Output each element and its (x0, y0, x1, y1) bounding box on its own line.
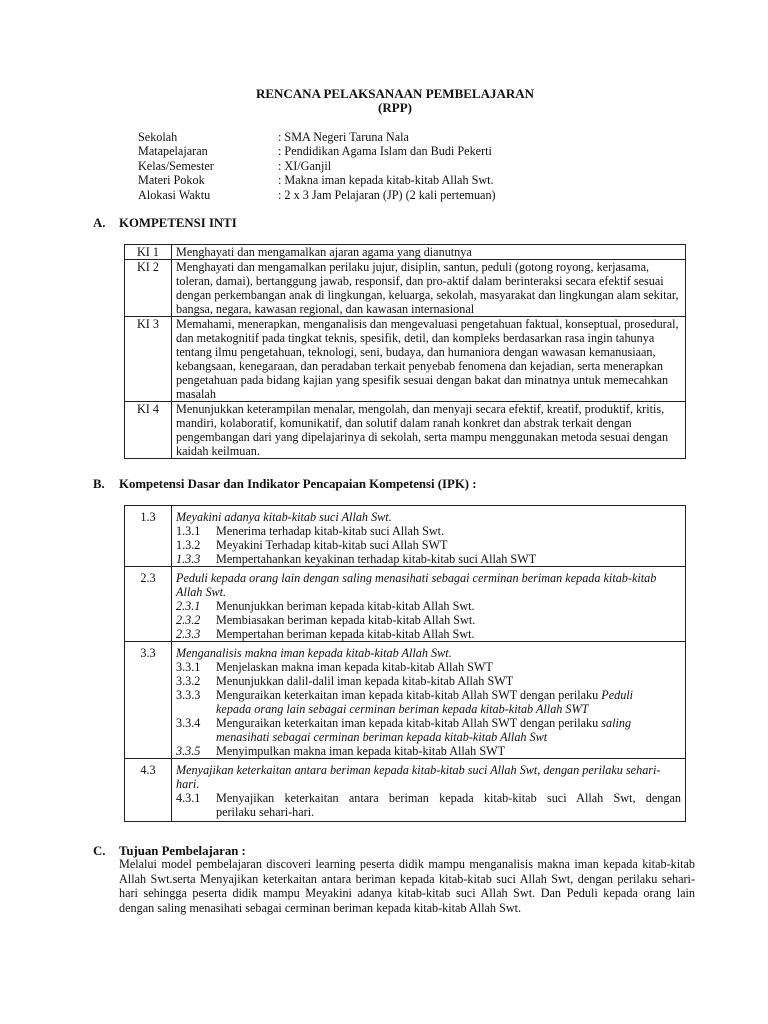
indicator-text-italic: saling (601, 716, 632, 730)
section-title: Kompetensi Dasar dan Indikator Pencapaian Kompetensi (IPK) : (119, 477, 477, 491)
document-subtitle: (RPP) (378, 100, 412, 115)
table-row (125, 402, 686, 459)
indicator-text: Menyajikan keterkaitan antara beriman kepada kitab-kitab suci Allah Swt, dengan (216, 791, 681, 805)
learning-objective-paragraph: Melalui model pembelajaran discoveri learning peserta didik mampu menganalisis makna iman kepada kitab-kitab Allah Swt.serta Menyajikan keterkaitan antara beriman kepada kitab-kitab suci Allah Swt, dengan perilaku sehari-hari sehingga peserta didik mampu Meyakini adanya kitab-kitab suci Allah Swt. Dan Peduli kepada orang lain dengan saling menasihati sebagai cerminan beriman kepada kitab-kitab Allah Swt. (119, 857, 695, 915)
indicator-number: 3.3.5 (176, 744, 201, 758)
indicator-number: 1.3.2 (176, 538, 201, 552)
basic-competence-table (124, 505, 686, 822)
indicator-number: 2.3.2 (176, 613, 201, 627)
indicator (176, 674, 681, 688)
section-b-heading (93, 477, 477, 491)
info-label: Alokasi Waktu (138, 187, 211, 202)
indicator-text: Mempertahan beriman kepada kitab-kitab Allah Swt. (216, 627, 475, 641)
kd-code: 3.3 (125, 642, 172, 759)
ki-text: Menunjukkan keterampilan menalar, mengolah, dan menyaji secara efektif, kreatif, produktif, kritis, mandiri, kolaboratif, komunikatif, dan solutif dalam ranah konkret dan abstrak terkait dengan pengembangan dari yang dipelajarinya di sekolah, serta mampu menggunakan metoda sesuai dengan kaidah keilmuan. (172, 402, 686, 459)
ki-text: Menghayati dan mengamalkan perilaku jujur, disiplin, santun, peduli (gotong royong, kerjasama, toleran, damai), bertanggung jawab, responsif, dan pro-aktif dalam berinteraksi secara efektif sesuai dengan perkembangan anak di lingkungan, keluarga, sekolah, masyarakat dan lingkungan alam sekitar, bangsa, negara, kawasan regional, dan kawasan internasional (172, 260, 686, 317)
indicator-continuation: kepada orang lain sebagai cerminan beriman kepada kitab-kitab Allah SWT (216, 702, 589, 716)
indicator-number: 3.3.4 (176, 716, 201, 730)
indicator-number: 1.3.1 (176, 524, 201, 538)
info-row-time (138, 188, 496, 202)
indicator-continuation: perilaku sehari-hari. (216, 805, 315, 819)
indicator (176, 627, 681, 641)
indicator-continuation: menasihati sebagai cerminan beriman kepada kitab-kitab Allah Swt (216, 730, 548, 744)
indicator (176, 613, 681, 627)
kd-title: Menyajikan keterkaitan antara beriman kepada kitab-kitab suci Allah Swt, dengan perilaku sehari-hari. (176, 763, 661, 791)
kd-cell (172, 506, 686, 567)
kd-cell (172, 567, 686, 642)
info-row-subject (138, 144, 496, 158)
indicator-text (216, 716, 631, 730)
indicator-number: 2.3.3 (176, 627, 201, 641)
info-value: : 2 x 3 Jam Pelajaran (JP) (2 kali pertemuan) (278, 187, 496, 202)
indicator (176, 599, 681, 613)
indicator (176, 716, 681, 730)
ki-code: KI 2 (125, 260, 172, 317)
indicator-text-main: Menguraikan keterkaitan iman kepada kitab-kitab Allah SWT dengan perilaku (216, 716, 602, 730)
table-row (125, 567, 686, 642)
kd-code: 4.3 (125, 759, 172, 822)
kd-code: 1.3 (125, 506, 172, 567)
info-label: Materi Pokok (138, 173, 205, 188)
section-title: KOMPETENSI INTI (119, 216, 237, 230)
indicator-text: Membiasakan beriman kepada kitab-kitab Allah Swt. (216, 613, 476, 627)
identity-block (138, 130, 496, 202)
section-a-heading (93, 216, 237, 230)
core-competence-table (124, 244, 686, 459)
indicator-text: Menunjukkan dalil-dalil iman kepada kitab-kitab Allah SWT (216, 674, 514, 688)
info-value: : Makna iman kepada kitab-kitab Allah Swt. (278, 173, 494, 188)
kd-cell (172, 759, 686, 822)
indicator-text: Meyakini Terhadap kitab-kitab suci Allah SWT (216, 538, 448, 552)
indicator-text: Menerima terhadap kitab-kitab suci Allah Swt. (216, 524, 445, 538)
indicator-number: 3.3.1 (176, 660, 201, 674)
kd-title: Menganalisis makna iman kepada kitab-kitab Allah Swt. (176, 646, 452, 660)
section-c-heading (93, 844, 246, 858)
indicator (176, 538, 681, 552)
indicator (176, 744, 681, 758)
indicator-text: Menyimpulkan makna iman kepada kitab-kitab Allah SWT (216, 744, 506, 758)
indicator-number: 3.3.2 (176, 674, 201, 688)
indicator-number: 1.3.3 (176, 552, 201, 566)
indicator-text (216, 688, 633, 702)
ki-text: Memahami, menerapkan, menganalisis dan mengevaluasi pengetahuan faktual, konseptual, prosedural, dan metakognitif pada tingkat teknis, spesifik, detil, dan kompleks berdasarkan rasa ingin tahunya tentang ilmu pengetahuan, teknologi, seni, budaya, dan humaniora dengan wawasan kemanusiaan, kebangsaan, kenegaraan, dan peradaban terkait penyebab fenomena dan kejadian, serta menerapkan pengetahuan pada bidang kajian yang spesifik sesuai dengan bakat dan minatnya untuk memecahkan masalah (172, 317, 686, 402)
info-label: Matapelajaran (138, 144, 208, 159)
indicator-number: 3.3.3 (176, 688, 201, 702)
indicator (176, 524, 681, 538)
table-row (125, 317, 686, 402)
info-row-class (138, 159, 496, 173)
info-label: Sekolah (138, 130, 178, 144)
indicator-text: Menunjukkan beriman kepada kitab-kitab Allah Swt. (216, 599, 475, 613)
ki-text: Menghayati dan mengamalkan ajaran agama yang dianutnya (172, 245, 686, 260)
ki-code: KI 1 (125, 245, 172, 260)
indicator-text: Menjelaskan makna iman kepada kitab-kitab Allah SWT (216, 660, 493, 674)
indicator-number: 4.3.1 (176, 791, 201, 805)
kd-cell (172, 642, 686, 759)
table-row (125, 260, 686, 317)
kd-code: 2.3 (125, 567, 172, 642)
section-letter: A. (93, 216, 106, 230)
indicator-text-italic: Peduli (601, 688, 634, 702)
info-row-topic (138, 173, 496, 187)
table-row (125, 759, 686, 822)
indicator (176, 660, 681, 674)
info-value: : Pendidikan Agama Islam dan Budi Pekerti (278, 144, 492, 159)
document-title: RENCANA PELAKSANAAN PEMBELAJARAN (255, 86, 535, 101)
indicator (176, 688, 681, 702)
kd-title: Meyakini adanya kitab-kitab suci Allah Swt. (176, 510, 392, 524)
info-label: Kelas/Semester (138, 158, 214, 173)
section-letter: B. (93, 477, 105, 491)
table-row (125, 506, 686, 567)
ki-code: KI 4 (125, 402, 172, 459)
info-row-school (138, 130, 496, 144)
indicator-number: 2.3.1 (176, 599, 201, 613)
section-title: Tujuan Pembelajaran : (119, 844, 246, 858)
ki-code: KI 3 (125, 317, 172, 402)
section-letter: C. (93, 844, 106, 858)
info-value: : XI/Ganjil (278, 158, 332, 173)
indicator-text-main: Menguraikan keterkaitan iman kepada kitab-kitab Allah SWT dengan perilaku (216, 688, 602, 702)
kd-title: Peduli kepada orang lain dengan saling menasihati sebagai cerminan beriman kepada kitab-kitab Allah Swt. (176, 571, 657, 599)
table-row (125, 642, 686, 759)
info-value: : SMA Negeri Taruna Nala (278, 130, 409, 144)
indicator (176, 552, 681, 566)
indicator (176, 791, 681, 805)
indicator-text: Mempertahankan keyakinan terhadap kitab-kitab suci Allah SWT (216, 552, 537, 566)
table-row (125, 245, 686, 260)
